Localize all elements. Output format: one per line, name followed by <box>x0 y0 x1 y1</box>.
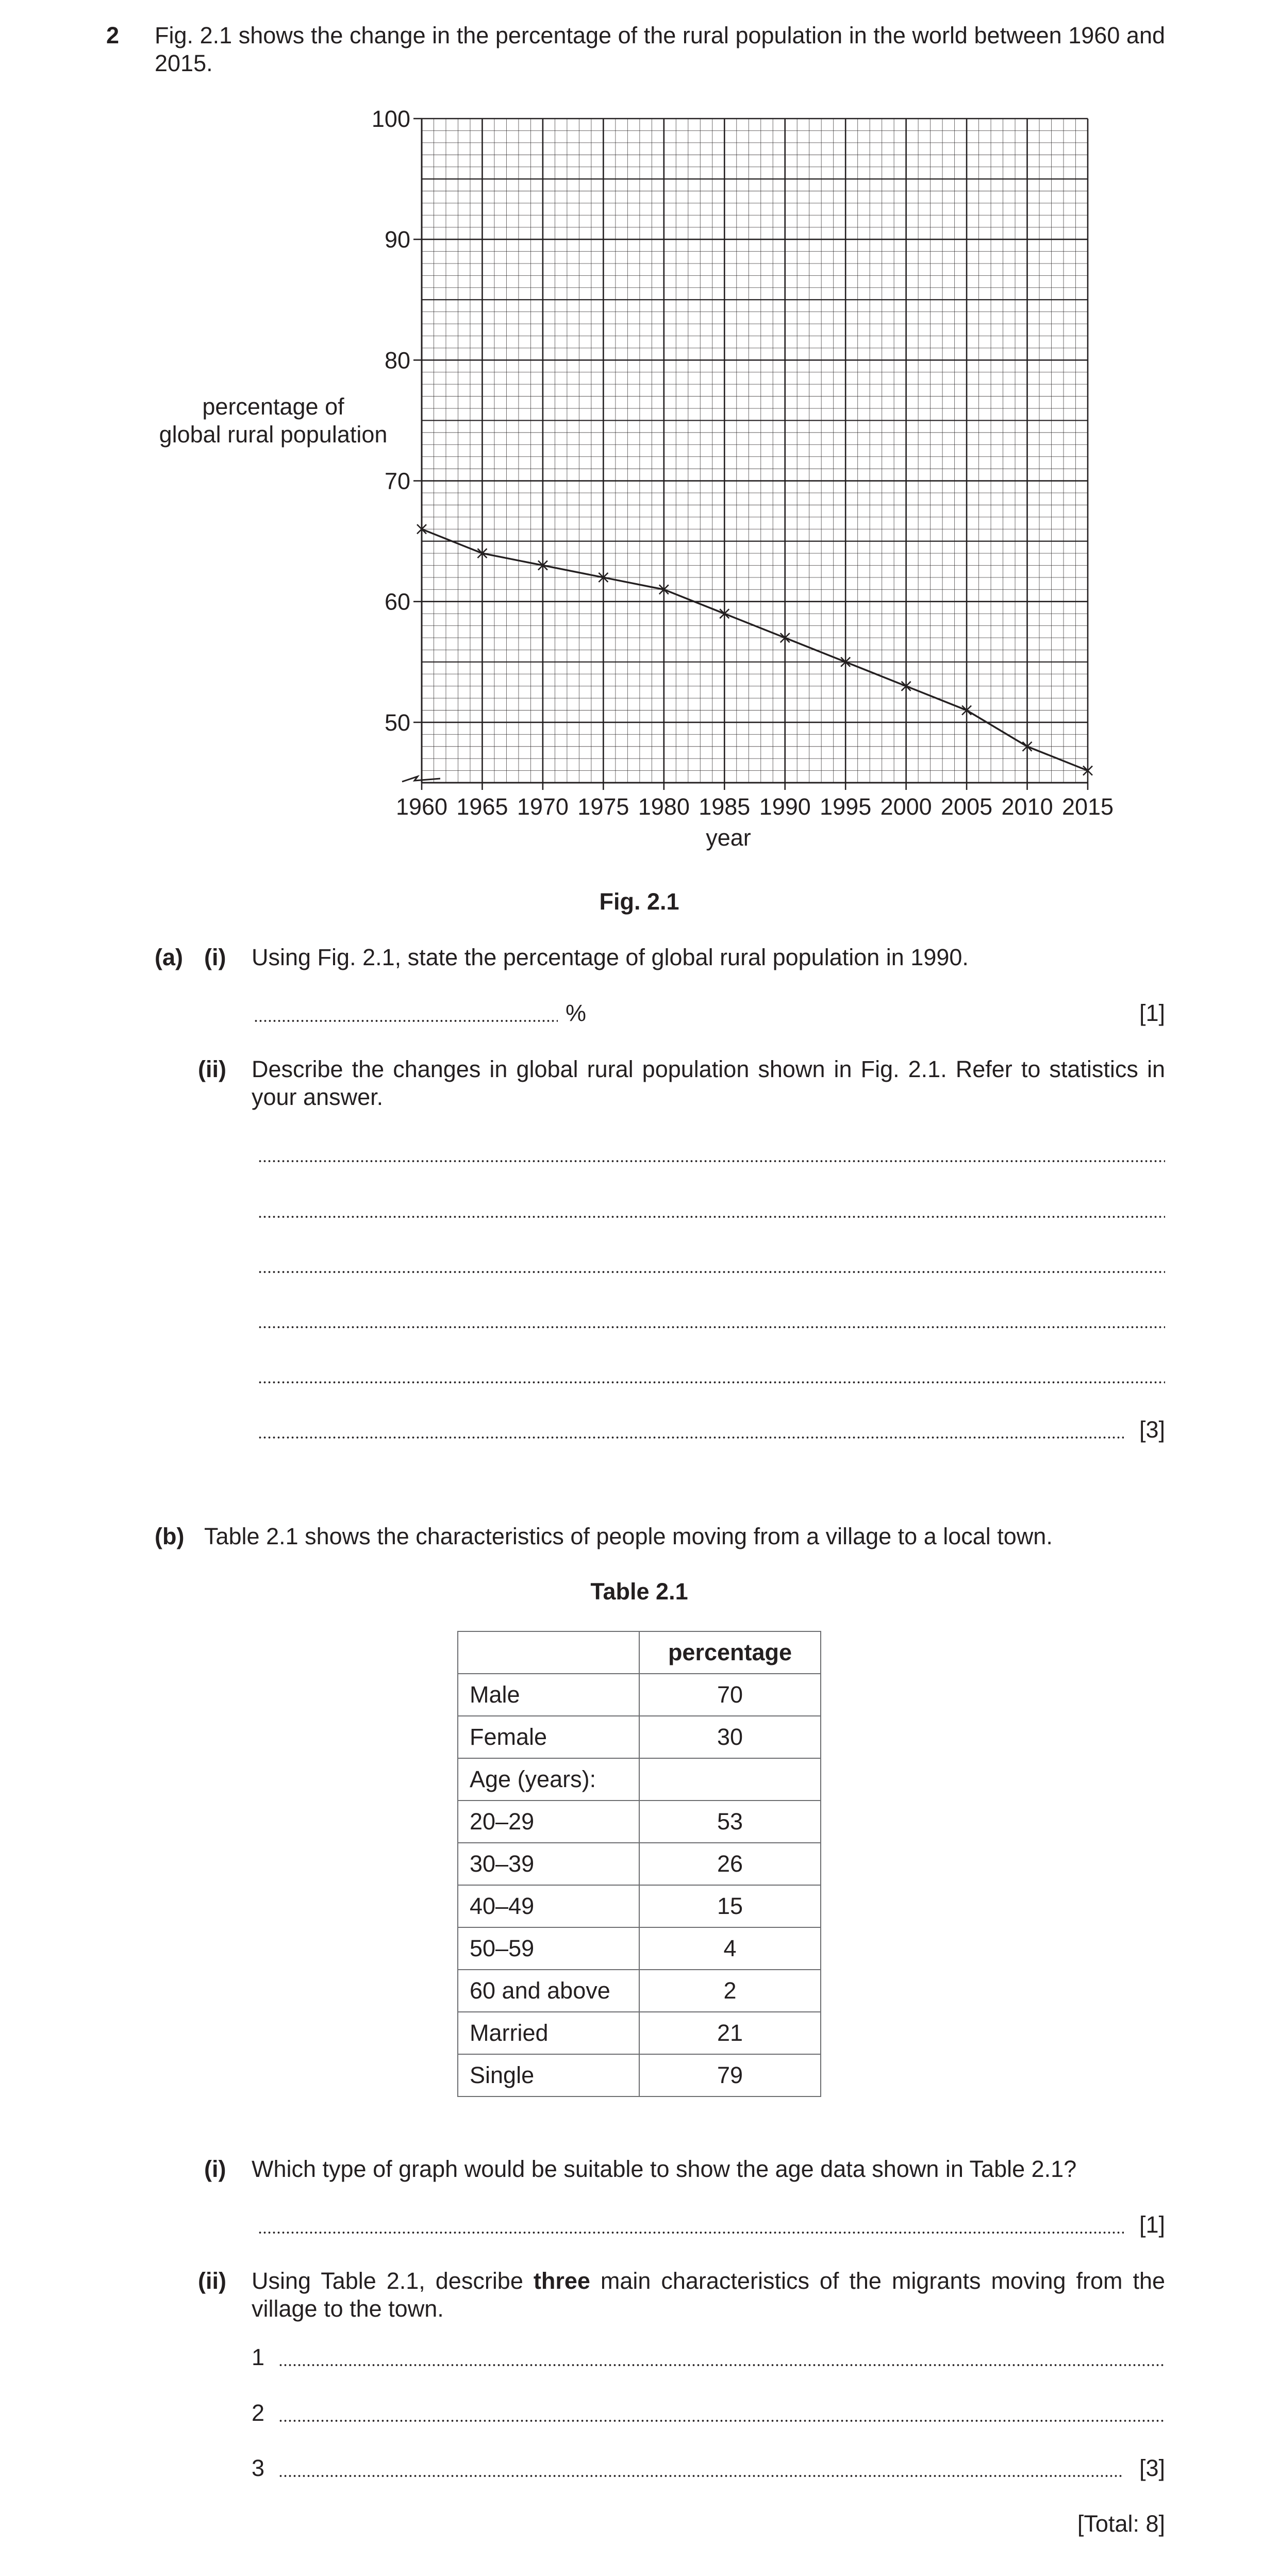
chart-ylabel <box>150 393 397 449</box>
row-value: 53 <box>639 1801 821 1843</box>
answer-number-3: 3 <box>252 2455 265 2481</box>
row-value: 2 <box>639 1970 821 2012</box>
question-number: 2 <box>106 22 120 48</box>
part-a-ii-question: Describe the changes in global rural population shown in Fig. 2.1. Refer to statistics in your answer. <box>252 1056 1165 1110</box>
answer-line-a-i[interactable] <box>254 1020 558 1022</box>
chart-ylabel-line-1: percentage of <box>202 393 344 420</box>
part-b-intro: Table 2.1 shows the characteristics of people moving from a village to a local town. <box>204 1523 1053 1549</box>
part-a-label: (a) <box>155 944 183 970</box>
table-row <box>458 1758 821 1801</box>
x-tick-label: 1995 <box>820 794 872 820</box>
row-value: 79 <box>639 2054 821 2096</box>
total-marks: [Total: 8] <box>1077 2511 1165 2537</box>
chart-grid <box>422 119 1088 783</box>
x-tick-label: 1990 <box>759 794 811 820</box>
x-tick-label: 1980 <box>638 794 690 820</box>
row-label: Single <box>458 2054 639 2096</box>
table-header-percentage: percentage <box>639 1631 821 1674</box>
part-a-i-question: Using Fig. 2.1, state the percentage of global rural population in 1990. <box>252 944 969 970</box>
x-tick-label: 2005 <box>941 794 993 820</box>
table-row <box>458 2054 821 2096</box>
answer-line-a-ii-3[interactable] <box>258 1271 1165 1273</box>
table-row <box>458 1843 821 1885</box>
y-tick-label: 100 <box>371 106 410 132</box>
table-row <box>458 2012 821 2054</box>
table-row <box>458 1801 821 1843</box>
part-b-ii-label: (ii) <box>198 2268 226 2294</box>
answer-line-b-ii-1[interactable] <box>278 2364 1165 2366</box>
row-value: 21 <box>639 2012 821 2054</box>
x-tick-label: 2000 <box>880 794 932 820</box>
table-row <box>458 1927 821 1970</box>
marks-a-ii: [3] <box>1139 1416 1165 1443</box>
answer-number-1: 1 <box>252 2344 265 2370</box>
row-value: 26 <box>639 1843 821 1885</box>
x-tick-label: 2015 <box>1061 794 1114 820</box>
part-b-ii-question <box>252 2267 1165 2323</box>
row-label: 60 and above <box>458 1970 639 2012</box>
row-label: 40–49 <box>458 1885 639 1927</box>
chart-axes <box>402 119 1088 783</box>
part-b-i-label: (i) <box>204 2156 226 2182</box>
row-label: 30–39 <box>458 1843 639 1885</box>
table-row <box>458 1716 821 1758</box>
x-tick-label: 1965 <box>456 794 508 820</box>
x-tick-label: 1960 <box>395 794 448 820</box>
row-label: Married <box>458 2012 639 2054</box>
x-tick-label: 1970 <box>517 794 569 820</box>
y-tick-label: 60 <box>384 588 410 615</box>
x-tick-label: 1985 <box>699 794 751 820</box>
question-intro: Fig. 2.1 shows the change in the percentage of the rural population in the world between 1960 and 2015. <box>155 22 1165 76</box>
chart-xlabel: year <box>706 824 751 851</box>
answer-line-a-ii-4[interactable] <box>258 1326 1165 1328</box>
part-b-ii-question-bold: three <box>533 2268 590 2294</box>
part-a-ii-label: (ii) <box>198 1056 226 1082</box>
table-row <box>458 1674 821 1716</box>
table-row <box>458 1970 821 2012</box>
figure-caption: Fig. 2.1 <box>599 888 679 915</box>
answer-unit-percent: % <box>566 1000 587 1026</box>
answer-line-b-i[interactable] <box>258 2232 1124 2234</box>
answer-number-2: 2 <box>252 2400 265 2426</box>
table-title: Table 2.1 <box>590 1578 688 1605</box>
part-b-label: (b) <box>155 1523 185 1549</box>
answer-line-a-ii-2[interactable] <box>258 1216 1165 1218</box>
y-tick-label: 80 <box>384 347 410 374</box>
answer-line-b-ii-2[interactable] <box>278 2420 1165 2422</box>
chart-tick-labels <box>372 106 1114 820</box>
marks-a-i: [1] <box>1139 1000 1165 1026</box>
answer-line-b-ii-3[interactable] <box>278 2475 1124 2477</box>
row-label: 50–59 <box>458 1927 639 1970</box>
part-b-ii-question-post: main characteristics of the migrants moving from the village to the town. <box>252 2268 1165 2322</box>
part-b-i-question: Which type of graph would be suitable to show the age data shown in Table 2.1? <box>252 2156 1077 2182</box>
row-label: Age (years): <box>458 1758 639 1801</box>
part-a-i-label: (i) <box>204 944 226 970</box>
table-row <box>458 1885 821 1927</box>
chart-ylabel-line-2: global rural population <box>159 421 388 448</box>
answer-line-a-ii-6[interactable] <box>258 1436 1124 1439</box>
x-tick-label: 2010 <box>1001 794 1053 820</box>
row-label: Male <box>458 1674 639 1716</box>
marks-b-ii: [3] <box>1139 2455 1165 2481</box>
answer-line-a-ii-1[interactable] <box>258 1160 1165 1162</box>
answer-line-a-ii-5[interactable] <box>258 1381 1165 1383</box>
row-value: 4 <box>639 1927 821 1970</box>
row-value <box>639 1758 821 1801</box>
row-value: 30 <box>639 1716 821 1758</box>
y-tick-label: 70 <box>384 468 410 494</box>
marks-b-i: [1] <box>1139 2211 1165 2238</box>
row-value: 70 <box>639 1674 821 1716</box>
x-tick-label: 1975 <box>577 794 629 820</box>
row-label: Female <box>458 1716 639 1758</box>
part-b-ii-question-pre: Using Table 2.1, describe <box>252 2268 534 2294</box>
migrants-table <box>457 1631 821 2097</box>
row-label: 20–29 <box>458 1801 639 1843</box>
row-value: 15 <box>639 1885 821 1927</box>
table-header-blank <box>458 1631 639 1674</box>
y-tick-label: 90 <box>384 226 410 253</box>
y-tick-label: 50 <box>384 709 410 736</box>
table-header-row <box>458 1631 821 1674</box>
